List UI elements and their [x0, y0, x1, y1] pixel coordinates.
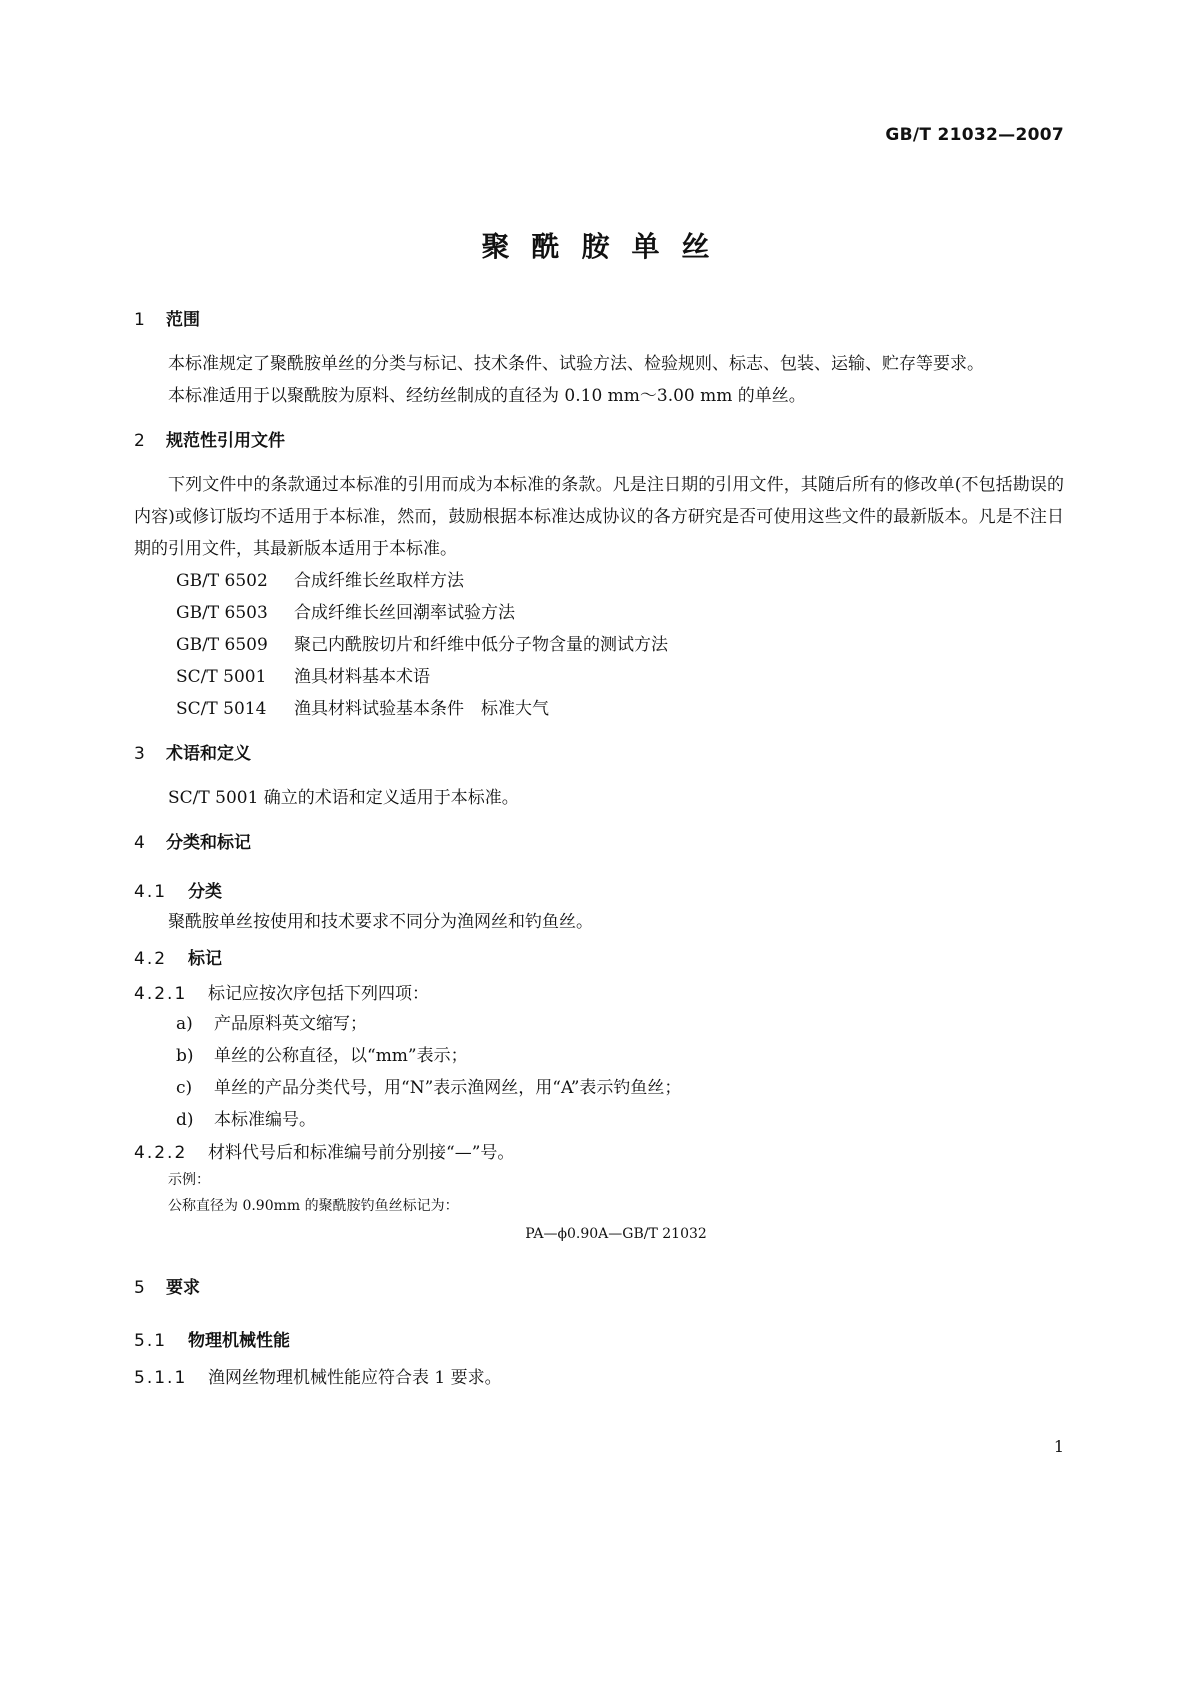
reference-code: GB/T 6502 — [176, 571, 268, 591]
example-text: 公称直径为 0.90mm 的聚酰胺钓鱼丝标记为： — [168, 1198, 459, 1214]
section-number: 2 — [134, 431, 145, 451]
list-item — [134, 1008, 1064, 1040]
reference-item — [134, 629, 1064, 661]
section-number: 3 — [134, 744, 145, 764]
reference-code: SC/T 5001 — [176, 667, 267, 687]
section-number: 1 — [134, 310, 145, 330]
clause-4-2-2 — [134, 1138, 1064, 1163]
clause-text: 材料代号后和标准编号前分别接“—”号。 — [208, 1143, 515, 1163]
subsection-title: 分类 — [188, 882, 222, 902]
subsection-number: 4.1 — [134, 882, 168, 902]
section-number: 5 — [134, 1278, 145, 1298]
reference-title: 合成纤维长丝取样方法 — [294, 571, 464, 591]
subsection-4-2-heading — [134, 944, 1064, 969]
clause-number: 4.2.1 — [134, 984, 188, 1004]
clause-text: 标记应按次序包括下列四项： — [208, 984, 429, 1004]
list-item-marker: b) — [176, 1046, 194, 1066]
paragraph: 本标准适用于以聚酰胺为原料、经纺丝制成的直径为 0.10 mm～3.00 mm 的单丝。 — [168, 386, 806, 406]
list-item-marker: c) — [176, 1078, 193, 1098]
page-number: 1 — [1053, 1437, 1064, 1456]
reference-code: GB/T 6509 — [176, 635, 268, 655]
paragraph: 聚酰胺单丝按使用和技术要求不同分为渔网丝和钓鱼丝。 — [168, 912, 593, 932]
list-item-marker: a) — [176, 1014, 193, 1034]
section-2-heading — [134, 426, 1064, 451]
reference-code: GB/T 6503 — [176, 603, 268, 623]
section-title: 术语和定义 — [166, 744, 251, 764]
reference-list — [134, 565, 1064, 725]
list-item-text: 单丝的公称直径，以“mm”表示； — [214, 1046, 468, 1066]
section-3-heading — [134, 739, 1064, 764]
reference-title: 渔具材料试验基本条件 标准大气 — [294, 699, 549, 719]
clause-text: 渔网丝物理机械性能应符合表 1 要求。 — [208, 1368, 502, 1388]
reference-code: SC/T 5014 — [176, 699, 267, 719]
subsection-5-1-heading — [134, 1326, 1064, 1351]
clause-4-2-1 — [134, 979, 1064, 1004]
list-item-marker: d) — [176, 1110, 194, 1130]
reference-title: 聚己内酰胺切片和纤维中低分子物含量的测试方法 — [294, 635, 668, 655]
reference-title: 合成纤维长丝回潮率试验方法 — [294, 603, 515, 623]
reference-item — [134, 661, 1064, 693]
document-title: 聚酰胺单丝 — [481, 230, 732, 263]
section-number: 4 — [134, 833, 145, 853]
section-title: 要求 — [166, 1278, 200, 1298]
section-4-heading — [134, 828, 1064, 853]
clause-number: 4.2.2 — [134, 1143, 188, 1163]
list-item-text: 本标准编号。 — [214, 1110, 316, 1130]
list-item-text: 产品原料英文缩写； — [214, 1014, 367, 1034]
section-1-heading — [134, 305, 1064, 330]
paragraph: SC/T 5001 确立的术语和定义适用于本标准。 — [168, 788, 519, 808]
subsection-number: 5.1 — [134, 1331, 168, 1351]
section-title: 范围 — [166, 310, 200, 330]
reference-item — [134, 565, 1064, 597]
section-title: 规范性引用文件 — [166, 431, 285, 451]
clause-number: 5.1.1 — [134, 1368, 188, 1388]
section-title: 分类和标记 — [166, 833, 251, 853]
subsection-title: 物理机械性能 — [188, 1331, 290, 1351]
reference-item — [134, 693, 1064, 725]
section-5-heading — [134, 1273, 1064, 1298]
list-item — [134, 1104, 1064, 1136]
subsection-title: 标记 — [188, 949, 222, 969]
list-item — [134, 1072, 1064, 1104]
marking-items-list — [134, 1008, 1064, 1136]
reference-title: 渔具材料基本术语 — [294, 667, 430, 687]
paragraph: 下列文件中的条款通过本标准的引用而成为本标准的条款。凡是注日期的引用文件，其随后所有的修改单(不包括勘误的内容)或修订版均不适用于本标准，然而，鼓励根据本标准达成协议的各方研究是否可使用这些文件的最新版本。凡是不注日期的引用文件，其最新版本适用于本标准。 — [134, 475, 1064, 559]
reference-item — [134, 597, 1064, 629]
paragraph: 本标准规定了聚酰胺单丝的分类与标记、技术条件、试验方法、检验规则、标志、包装、运输、贮存等要求。 — [168, 354, 984, 374]
list-item-text: 单丝的产品分类代号，用“N”表示渔网丝，用“A”表示钓鱼丝； — [214, 1078, 682, 1098]
list-item — [134, 1040, 1064, 1072]
document-body — [134, 300, 1064, 1388]
example-label: 示例： — [168, 1172, 210, 1188]
marking-formula: PA—ϕ0.90A—GB/T 21032 — [525, 1226, 707, 1242]
standard-number: GB/T 21032—2007 — [885, 125, 1064, 145]
subsection-number: 4.2 — [134, 949, 168, 969]
clause-5-1-1 — [134, 1363, 1064, 1388]
subsection-4-1-heading — [134, 877, 1064, 902]
